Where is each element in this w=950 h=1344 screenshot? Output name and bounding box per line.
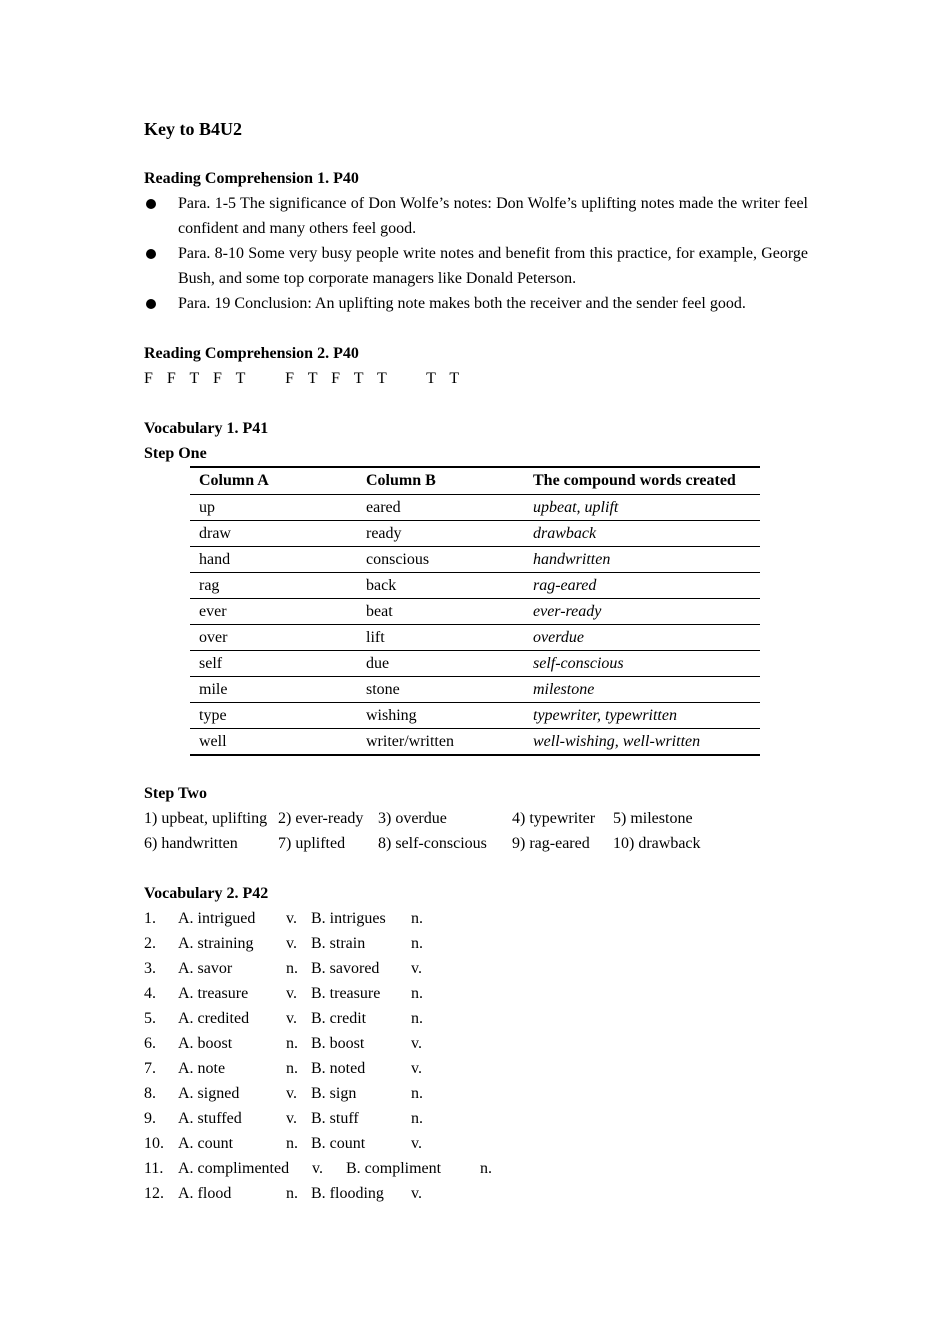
part-of-speech-a: n. — [286, 1035, 298, 1052]
answer-row — [144, 806, 808, 831]
bullet-icon — [146, 249, 156, 259]
option-a: A. flood — [178, 1185, 232, 1202]
compound-word-cell: overdue — [524, 625, 760, 651]
option-a: A. count — [178, 1135, 234, 1152]
list-item — [144, 981, 808, 1006]
option-a: A. boost — [178, 1035, 233, 1052]
column-a-cell: mile — [190, 677, 357, 703]
part-of-speech-b: v. — [411, 1035, 422, 1052]
option-b: B. treasure — [311, 985, 381, 1002]
table-row — [190, 521, 760, 547]
table-row — [190, 573, 760, 599]
column-b-cell: ready — [357, 521, 524, 547]
item-number: 1. — [144, 910, 156, 927]
column-header: The compound words created — [524, 467, 760, 495]
table-row — [190, 729, 760, 756]
column-b-cell: lift — [357, 625, 524, 651]
option-b: B. stuff — [311, 1110, 359, 1127]
item-number: 10. — [144, 1135, 164, 1152]
compound-word-cell: ever-ready — [524, 599, 760, 625]
column-a-cell: over — [190, 625, 357, 651]
option-a: A. savor — [178, 960, 233, 977]
list-item — [144, 1156, 808, 1181]
list-item — [144, 956, 808, 981]
option-b: B. strain — [311, 935, 366, 952]
part-of-speech-b: n. — [411, 1085, 423, 1102]
item-number: 7. — [144, 1060, 156, 1077]
column-b-cell: wishing — [357, 703, 524, 729]
item-number: 3. — [144, 960, 156, 977]
part-of-speech-a: v. — [286, 910, 297, 927]
item-number: 6. — [144, 1035, 156, 1052]
part-of-speech-b: n. — [411, 1110, 423, 1127]
table-row — [190, 495, 760, 521]
option-a: A. credited — [178, 1010, 250, 1027]
option-b: B. intrigues — [311, 910, 386, 927]
compound-word-cell: well-wishing, well-written — [524, 729, 760, 756]
answer-item: 4) typewriter — [512, 810, 596, 827]
part-of-speech-b: n. — [480, 1160, 492, 1177]
part-of-speech-b: n. — [411, 910, 423, 927]
column-b-cell: stone — [357, 677, 524, 703]
option-a: A. straining — [178, 935, 254, 952]
item-number: 8. — [144, 1085, 156, 1102]
part-of-speech-a: v. — [286, 1085, 297, 1102]
column-b-cell: due — [357, 651, 524, 677]
part-of-speech-a: v. — [312, 1160, 323, 1177]
document-content — [144, 116, 808, 1206]
column-b-cell: back — [357, 573, 524, 599]
list-item — [144, 1056, 808, 1081]
list-item — [144, 906, 808, 931]
part-of-speech-b: v. — [411, 1185, 422, 1202]
part-of-speech-b: n. — [411, 1010, 423, 1027]
column-a-cell: type — [190, 703, 357, 729]
table-row — [190, 703, 760, 729]
table-row — [190, 677, 760, 703]
option-a: A. complimented — [178, 1160, 290, 1177]
item-number: 11. — [144, 1160, 164, 1177]
answer-item: 5) milestone — [613, 810, 693, 827]
rc2-heading: Reading Comprehension 2. P40 — [144, 345, 359, 362]
list-item — [144, 1081, 808, 1106]
table-row — [190, 599, 760, 625]
column-b-cell: beat — [357, 599, 524, 625]
answer-item: 6) handwritten — [144, 835, 238, 852]
column-a-cell: self — [190, 651, 357, 677]
part-of-speech-a: n. — [286, 1135, 298, 1152]
part-of-speech-a: v. — [286, 985, 297, 1002]
part-of-speech-b: v. — [411, 960, 422, 977]
option-b: B. flooding — [311, 1185, 384, 1202]
column-a-cell: draw — [190, 521, 357, 547]
option-a: A. stuffed — [178, 1110, 242, 1127]
option-a: A. signed — [178, 1085, 240, 1102]
item-number: 9. — [144, 1110, 156, 1127]
rc2-answers: F F T F T F T F T T T T — [144, 370, 461, 387]
table-row — [190, 547, 760, 573]
step-one-heading: Step One — [144, 445, 207, 462]
list-item: Para. 8-10 Some very busy people write notes and benefit from this practice, for example, George Bush, and some top corporate managers like Donald Peterson. — [144, 241, 808, 291]
option-b: B. savored — [311, 960, 380, 977]
column-b-cell: eared — [357, 495, 524, 521]
part-of-speech-b: v. — [411, 1135, 422, 1152]
column-a-cell: rag — [190, 573, 357, 599]
compound-word-cell: typewriter, typewritten — [524, 703, 760, 729]
option-b: B. noted — [311, 1060, 366, 1077]
list-item — [144, 1031, 808, 1056]
column-b-cell: writer/written — [357, 729, 524, 756]
step-two-answers — [144, 806, 808, 856]
part-of-speech-b: n. — [411, 935, 423, 952]
list-item: Para. 1-5 The significance of Don Wolfe’s notes: Don Wolfe’s uplifting notes made the writer feel confident and many others feel good. — [144, 191, 808, 241]
part-of-speech-a: v. — [286, 935, 297, 952]
list-item — [144, 931, 808, 956]
rc1-heading: Reading Comprehension 1. P40 — [144, 170, 359, 187]
item-number: 5. — [144, 1010, 156, 1027]
rc1-list — [144, 191, 808, 316]
option-a: A. note — [178, 1060, 226, 1077]
column-b-cell: conscious — [357, 547, 524, 573]
vocab1-heading: Vocabulary 1. P41 — [144, 420, 269, 437]
compound-word-cell: upbeat, uplift — [524, 495, 760, 521]
compound-word-cell: drawback — [524, 521, 760, 547]
part-of-speech-b: v. — [411, 1060, 422, 1077]
part-of-speech-a: v. — [286, 1110, 297, 1127]
option-b: B. boost — [311, 1035, 365, 1052]
option-b: B. compliment — [346, 1160, 442, 1177]
part-of-speech-a: n. — [286, 1185, 298, 1202]
compound-word-cell: handwritten — [524, 547, 760, 573]
column-header: Column A — [190, 467, 357, 495]
item-number: 4. — [144, 985, 156, 1002]
option-b: B. sign — [311, 1085, 357, 1102]
step-two-heading: Step Two — [144, 785, 207, 802]
compound-words-table — [190, 466, 760, 756]
option-b: B. credit — [311, 1010, 367, 1027]
vocab2-answers — [144, 906, 808, 1206]
part-of-speech-a: n. — [286, 1060, 298, 1077]
compound-word-cell: milestone — [524, 677, 760, 703]
column-a-cell: hand — [190, 547, 357, 573]
page-title: Key to B4U2 — [144, 119, 242, 139]
column-a-cell: up — [190, 495, 357, 521]
answer-item: 2) ever-ready — [278, 810, 364, 827]
option-b: B. count — [311, 1135, 366, 1152]
bullet-icon — [146, 199, 156, 209]
list-item — [144, 1131, 808, 1156]
list-item — [144, 1006, 808, 1031]
answer-item: 1) upbeat, uplifting — [144, 810, 268, 827]
compound-word-cell: self-conscious — [524, 651, 760, 677]
table-body — [190, 495, 760, 756]
answer-item: 9) rag-eared — [512, 835, 590, 852]
table-header-row — [190, 467, 760, 495]
part-of-speech-a: n. — [286, 960, 298, 977]
answer-item: 10) drawback — [613, 835, 701, 852]
part-of-speech-a: v. — [286, 1010, 297, 1027]
table-row — [190, 651, 760, 677]
list-item: Para. 19 Conclusion: An uplifting note makes both the receiver and the sender feel good. — [144, 291, 808, 316]
item-number: 12. — [144, 1185, 164, 1202]
vocab2-heading: Vocabulary 2. P42 — [144, 885, 269, 902]
column-header: Column B — [357, 467, 524, 495]
list-item — [144, 1181, 808, 1206]
bullet-icon — [146, 299, 156, 309]
option-a: A. intrigued — [178, 910, 256, 927]
answer-item: 3) overdue — [378, 810, 447, 827]
column-a-cell: ever — [190, 599, 357, 625]
column-a-cell: well — [190, 729, 357, 756]
answer-item: 7) uplifted — [278, 835, 346, 852]
list-item — [144, 1106, 808, 1131]
table-row — [190, 625, 760, 651]
compound-word-cell: rag-eared — [524, 573, 760, 599]
item-number: 2. — [144, 935, 156, 952]
option-a: A. treasure — [178, 985, 249, 1002]
part-of-speech-b: n. — [411, 985, 423, 1002]
answer-item: 8) self-conscious — [378, 835, 487, 852]
answer-row — [144, 831, 808, 856]
